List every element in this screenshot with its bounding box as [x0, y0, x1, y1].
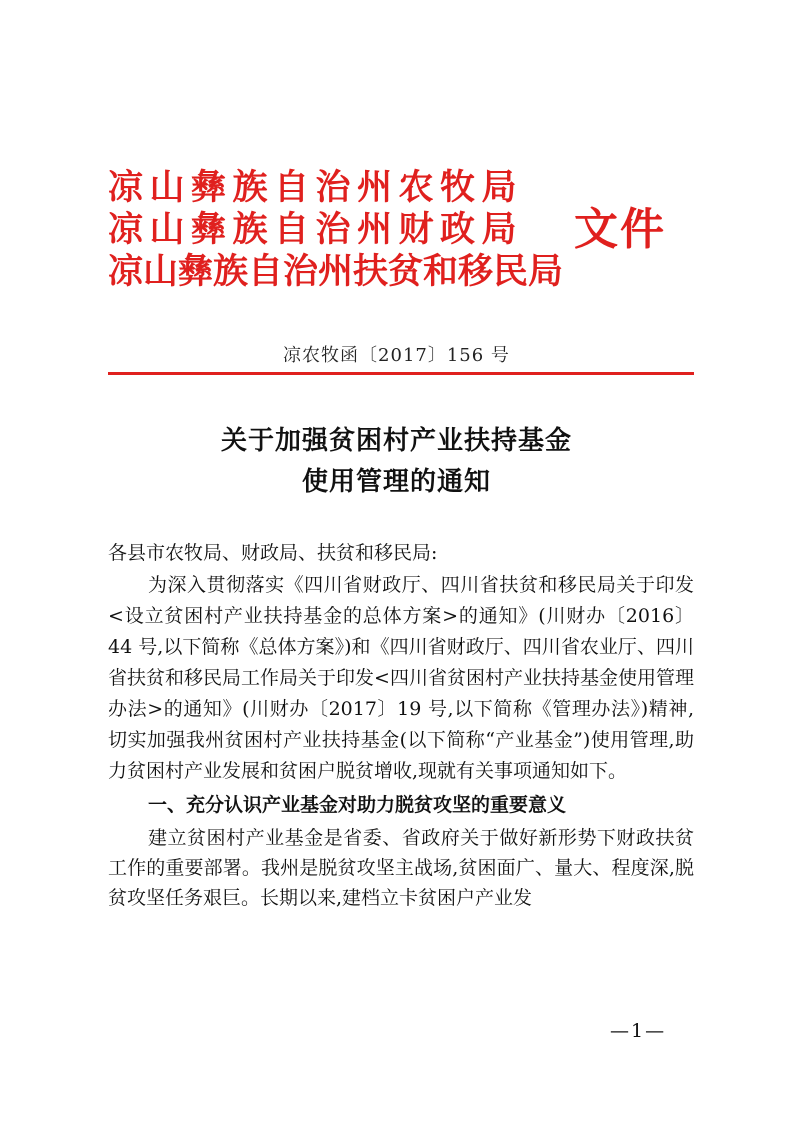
- red-divider: [108, 372, 694, 375]
- issuer-poverty-alleviation-bureau: 凉山彝族自治州扶贫和移民局: [108, 252, 564, 292]
- document-number: 凉农牧函〔2017〕156 号: [283, 345, 510, 366]
- issuer-agriculture-bureau: 凉山彝族自治州农牧局: [108, 168, 524, 208]
- page-number: —1—: [610, 1020, 667, 1042]
- salutation: 各县市农牧局、财政局、扶贫和移民局:: [108, 542, 438, 564]
- paragraph-intro: 为深入贯彻落实《四川省财政厅、四川省扶贫和移民局关于印发<设立贫困村产业扶持基金的总体方案>的通知》(川财办〔2016〕44 号,以下简称《总体方案》)和《四川省财政厅、四川省农业厅、四川省扶贫和移民局工作局关于印发<四川省贫困村产业扶持基金使用管理办法>的通知》(川财办〔2017〕19 号,以下简称《管理办法》)精神,切实加强我州贫困村产业扶持基金(以下简称“产业基金”)使用管理,助力贫困村产业发展和贫困户脱贫增收,现就有关事项通知如下。: [108, 574, 694, 782]
- paragraph-section-1: 建立贫困村产业基金是省委、省政府关于做好新形势下财政扶贫工作的重要部署。我州是脱贫攻坚主战场,贫困面广、量大、程度深,脱贫攻坚任务艰巨。长期以来,建档立卡贫困户产业发: [108, 827, 694, 909]
- document-type-label: 文件: [574, 204, 666, 255]
- issuer-finance-bureau: 凉山彝族自治州财政局: [108, 210, 524, 250]
- document-title-line-2: 使用管理的通知: [301, 467, 491, 497]
- document-body: [108, 538, 694, 913]
- section-heading-1: 一、充分认识产业基金对助力脱贫攻坚的重要意义: [148, 794, 567, 816]
- document-header: [108, 168, 698, 298]
- document-title-line-1: 关于加强贫困村产业扶持基金: [220, 426, 572, 456]
